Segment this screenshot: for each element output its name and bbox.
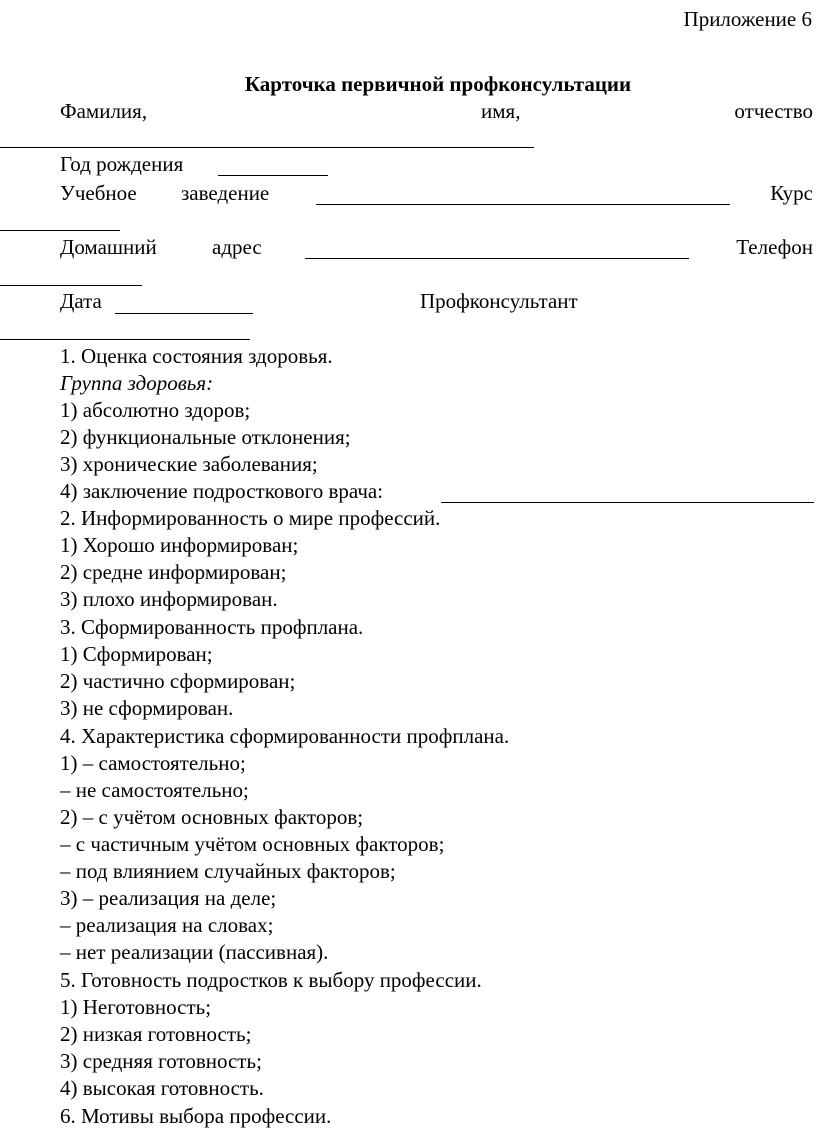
list-item: 1) Неготовность;: [60, 995, 212, 1019]
course-underline[interactable]: [0, 230, 120, 231]
name-label: имя,: [481, 99, 521, 123]
list-item: 2) средне информирован;: [60, 560, 287, 584]
section1-heading: 1. Оценка состояния здоровья.: [60, 344, 333, 368]
list-item: – реализация на словах;: [60, 913, 274, 937]
school-word1: Учебное: [60, 181, 137, 205]
phone-label: Телефон: [736, 235, 813, 259]
list-item: 3) – реализация на деле;: [60, 886, 277, 910]
list-item: – нет реализации (пассивная).: [60, 940, 329, 964]
list-item: – с частичным учётом основных факторов;: [60, 832, 445, 856]
section3-heading: 3. Сформированность профплана.: [60, 615, 364, 639]
school-underline[interactable]: [316, 204, 730, 205]
list-item: 4) высокая готовность.: [60, 1076, 264, 1100]
birth-year-underline[interactable]: [218, 175, 328, 176]
list-item: 1) Хорошо информирован;: [60, 533, 299, 557]
list-item: 3) хронические заболевания;: [60, 452, 318, 476]
surname-label: Фамилия,: [60, 99, 148, 123]
birth-year-label: Год рождения: [60, 152, 184, 176]
consultant-underline[interactable]: [0, 339, 250, 340]
school-word2: заведение: [181, 181, 270, 205]
document-title: Карточка первичной профконсультации: [244, 72, 632, 96]
home-word2: адрес: [212, 235, 262, 259]
list-item: 2) частично сформирован;: [60, 669, 296, 693]
list-item: – не самостоятельно;: [60, 778, 249, 802]
list-item: 1) Сформирован;: [60, 642, 213, 666]
list-item: 1) – самостоятельно;: [60, 751, 246, 775]
list-item: 3) плохо информирован.: [60, 587, 278, 611]
fio-underline[interactable]: [0, 147, 534, 148]
list-item: – под влиянием случайных факторов;: [60, 859, 396, 883]
patronymic-label: отчество: [734, 99, 813, 123]
appendix-label: Приложение 6: [683, 7, 812, 31]
home-word1: Домашний: [60, 235, 157, 259]
address-underline[interactable]: [305, 258, 689, 259]
list-item: 2) – с учётом основных факторов;: [60, 805, 364, 829]
section1-subheading: Группа здоровья:: [60, 371, 214, 395]
course-label: Курс: [770, 181, 813, 205]
list-item: 2) низкая готовность;: [60, 1022, 252, 1046]
list-item: 4) заключение подросткового врача:: [60, 479, 384, 503]
section4-heading: 4. Характеристика сформированности профплана.: [60, 724, 510, 748]
list-item: 3) средняя готовность;: [60, 1049, 262, 1073]
list-item: 3) не сформирован.: [60, 696, 234, 720]
consultant-label: Профконсультант: [420, 289, 578, 313]
phone-underline[interactable]: [0, 285, 142, 286]
date-label: Дата: [60, 289, 102, 313]
section2-heading: 2. Информированность о мире профессий.: [60, 506, 441, 530]
list-item: 2) функциональные отклонения;: [60, 425, 351, 449]
section5-heading: 5. Готовность подростков к выбору профессии.: [60, 968, 482, 992]
date-underline[interactable]: [115, 313, 253, 314]
section6-heading: 6. Мотивы выбора профессии.: [60, 1104, 332, 1128]
doctor-conclusion-underline[interactable]: [441, 502, 814, 503]
list-item: 1) абсолютно здоров;: [60, 398, 251, 422]
fio-row: [60, 98, 813, 124]
